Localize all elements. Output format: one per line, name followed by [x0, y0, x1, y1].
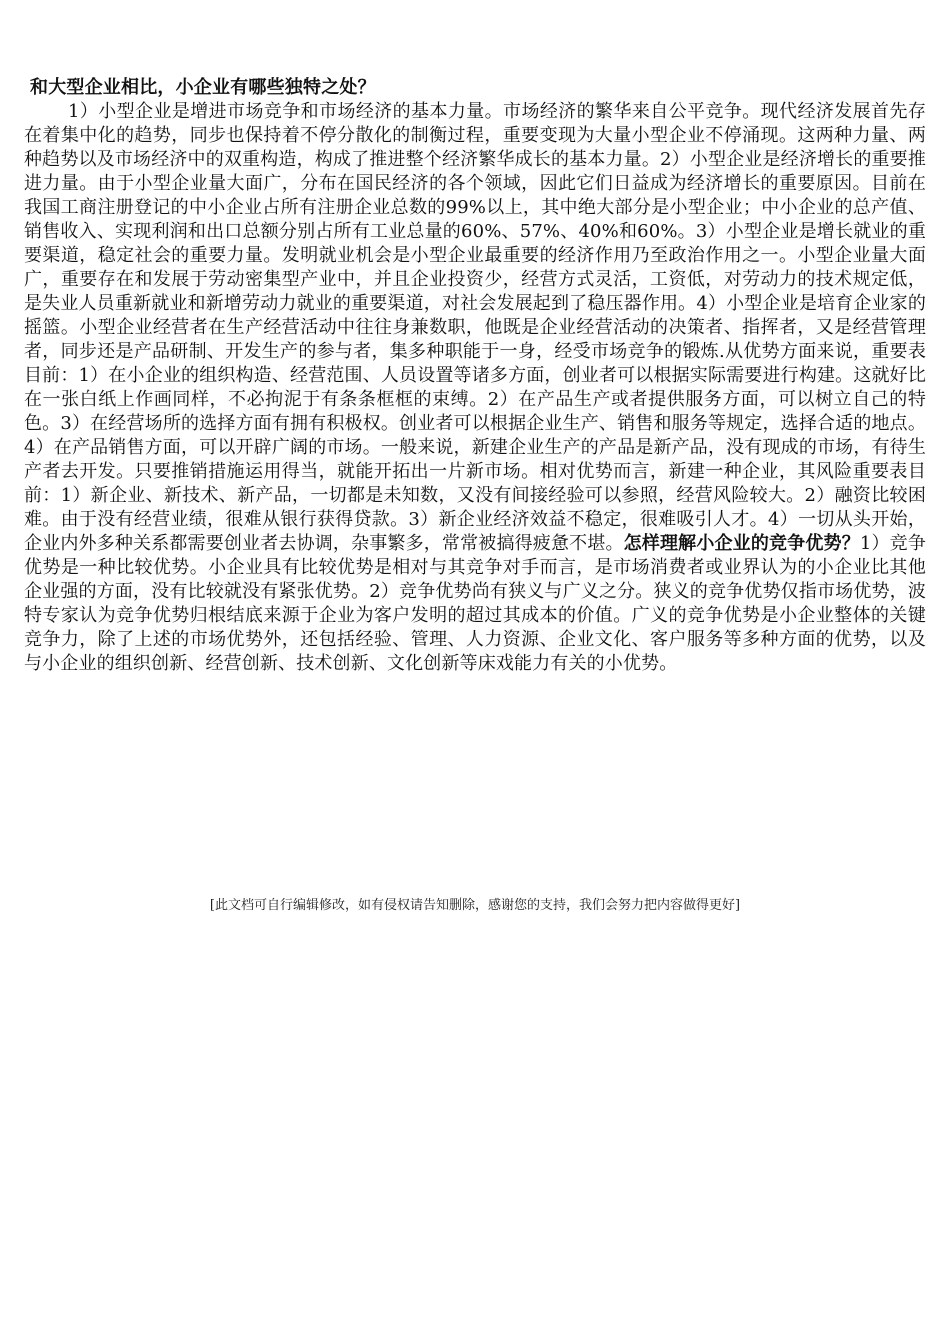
section-heading: 和大型企业相比，小企业有哪些独特之处？	[30, 77, 376, 98]
body-paragraph	[24, 100, 926, 676]
inline-section-heading: 怎样理解小企业的竞争优势？	[623, 533, 860, 554]
document-content	[24, 76, 926, 676]
body-text-part-2: 1）竞争优势是一种比较优势。小企业具有比较优势是相对与其竞争对手而言，是市场消费者或业界认为的小企业比其他企业强的方面，没有比较就没有紧张优势。2）竞争优势尚有狭义与广义之分。狭义的竞争优势仅指市场优势，波特专家认为竞争优势归根结底来源于企业为客户发明的超过其成本的价值。广义的竞争优势是小企业整体的关键竞争力，除了上述的市场优势外，还包括经验、管理、人力资源、企业文化、客户服务等多种方面的优势，以及与小企业的组织创新、经营创新、技术创新、文化创新等床戏能力有关的小优势。	[24, 533, 926, 674]
footer-note: [此文档可自行编辑修改，如有侵权请告知删除，感谢您的支持，我们会努力把内容做得更好]	[209, 898, 741, 913]
body-text-part-1: 1）小型企业是增进市场竞争和市场经济的基本力量。市场经济的繁华来自公平竞争。现代经济发展首先存在着集中化的趋势，同步也保持着不停分散化的制衡过程，重要变现为大量小型企业不停涌现。这两种力量、两种趋势以及市场经济中的双重构造，构成了推进整个经济繁华成长的基本力量。2）小型企业是经济增长的重要推进力量。由于小型企业量大面广，分布在国民经济的各个领域，因此它们日益成为经济增长的重要原因。目前在我国工商注册登记的中小企业占所有注册企业总数的99%以上，其中绝大部分是小型企业；中小企业的总产值、销售收入、实现利润和出口总额分别占所有工业总量的60%、57%、40%和60%。3）小型企业是增长就业的重要渠道，稳定社会的重要力量。发明就业机会是小型企业最重要的经济作用乃至政治作用之一。小型企业量大面广，重要存在和发展于劳动密集型产业中，并且企业投资少，经营方式灵活，工资低，对劳动力的技术规定低，是失业人员重新就业和新增劳动力就业的重要渠道，对社会发展起到了稳压器作用。4）小型企业是培育企业家的摇篮。小型企业经营者在生产经营活动中往往身兼数职，他既是企业经营活动的决策者、指挥者，又是经营管理者，同步还是产品研制、开发生产的参与者，集多种职能于一身，经受市场竞争的锻炼.从优势方面来说，重要表目前：1）在小企业的组织构造、经营范围、人员设置等诸多方面，创业者可以根据实际需要进行构建。这就好比在一张白纸上作画同样，不必拘泥于有条条框框的束缚。2）在产品生产或者提供服务方面，可以树立自己的特色。3）在经营场所的选择方面有拥有积极权。创业者可以根据企业生产、销售和服务等规定，选择合适的地点。4）在产品销售方面，可以开辟广阔的市场。一般来说，新建企业生产的产品是新产品，没有现成的市场，有待生产者去开发。只要推销措施运用得当，就能开拓出一片新市场。相对优势而言，新建一种企业，其风险重要表目前：1）新企业、新技术、新产品，一切都是未知数，又没有间接经验可以参照，经营风险较大。2）融资比较困难。由于没有经营业绩，很难从银行获得贷款。3）新企业经济效益不稳定，很难吸引人才。4）一切从头开始，企业内外多种关系都需要创业者去协调，杂事繁多，常常被搞得疲惫不堪。	[24, 101, 926, 554]
